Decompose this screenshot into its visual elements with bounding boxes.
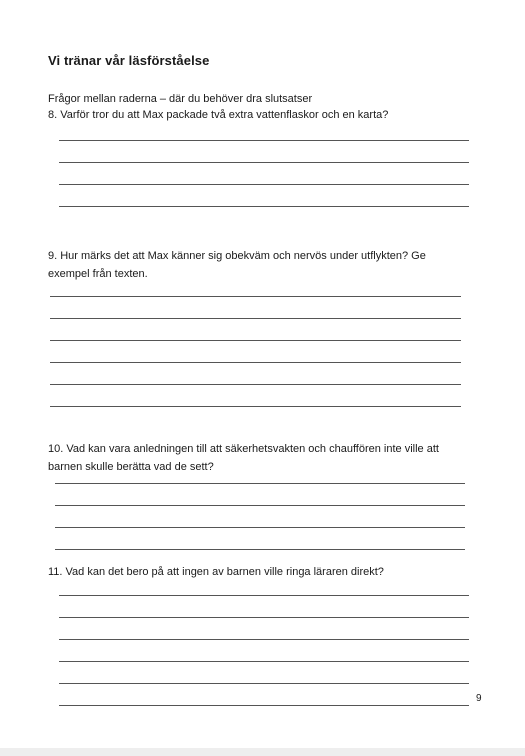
answer-line[interactable] xyxy=(50,362,461,363)
answer-line[interactable] xyxy=(55,527,465,528)
intro-text: Frågor mellan raderna – där du behöver dra slutsatser xyxy=(48,93,313,105)
answer-line[interactable] xyxy=(55,483,465,484)
question-9-text-line-2: exempel från texten. xyxy=(48,268,148,280)
page-number: 9 xyxy=(476,693,482,704)
answer-line[interactable] xyxy=(50,318,461,319)
question-10-text-line-2: barnen skulle berätta vad de sett? xyxy=(48,461,214,473)
question-10-text-line-1: 10. Vad kan vara anledningen till att säkerhetsvakten och chauffören inte ville att xyxy=(48,443,439,455)
answer-line[interactable] xyxy=(59,705,469,706)
question-9-text-line-1: 9. Hur märks det att Max känner sig obekväm och nervös under utflykten? Ge xyxy=(48,250,426,262)
answer-line[interactable] xyxy=(50,406,461,407)
answer-line[interactable] xyxy=(59,683,469,684)
question-11-text: 11. Vad kan det bero på att ingen av barnen ville ringa läraren direkt? xyxy=(48,566,384,578)
answer-line[interactable] xyxy=(59,184,469,185)
answer-line[interactable] xyxy=(59,140,469,141)
answer-line[interactable] xyxy=(59,661,469,662)
answer-line[interactable] xyxy=(50,340,461,341)
answer-line[interactable] xyxy=(59,639,469,640)
answer-line[interactable] xyxy=(59,206,469,207)
answer-line[interactable] xyxy=(59,595,469,596)
answer-line[interactable] xyxy=(50,296,461,297)
answer-line[interactable] xyxy=(55,549,465,550)
answer-line[interactable] xyxy=(55,505,465,506)
answer-line[interactable] xyxy=(59,617,469,618)
answer-line[interactable] xyxy=(59,162,469,163)
page-title: Vi tränar vår läsförståelse xyxy=(48,53,210,68)
answer-line[interactable] xyxy=(50,384,461,385)
question-8-text: 8. Varför tror du att Max packade två extra vattenflaskor och en karta? xyxy=(48,109,389,121)
